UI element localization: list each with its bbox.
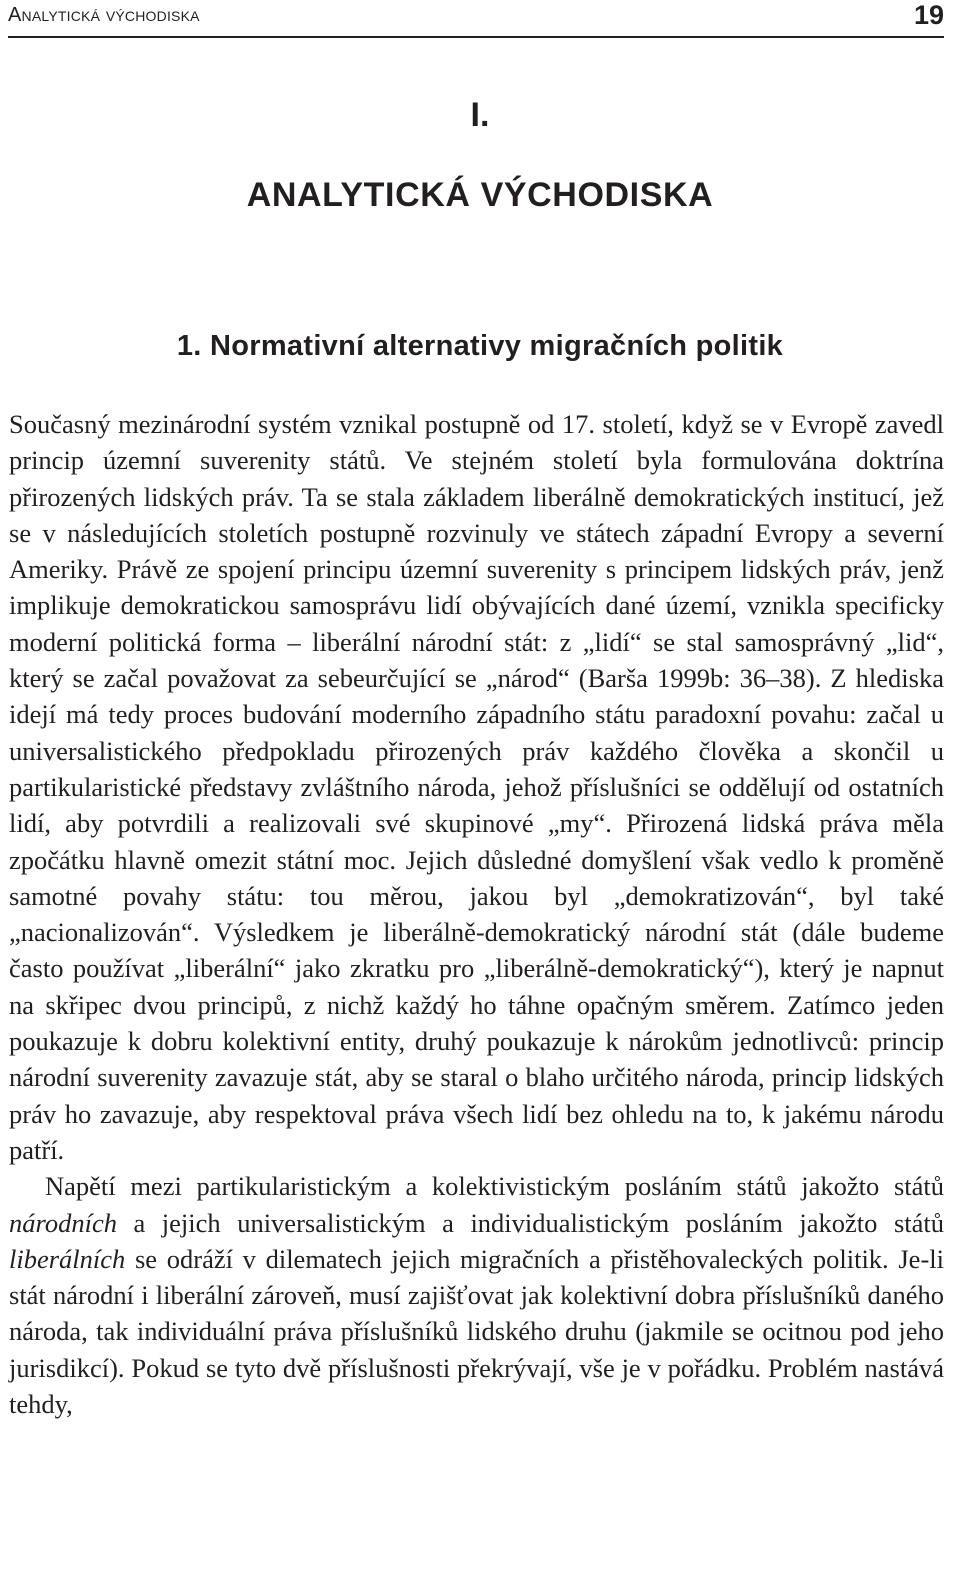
body-text <box>9 406 944 1422</box>
paragraph-2-text-a: Napětí mezi partikularistickým a kolektivistickým posláním států jakožto států <box>45 1171 944 1202</box>
page-number: 19 <box>913 0 944 30</box>
paragraph-2-text-c: se odráží v dilematech jejich migračních a přistěhovaleckých politik. Je-li stát národní i liberální zároveň, musí zajišťovat jak kolektivní dobra příslušníků daného národa, tak individuální práva příslušníků lidského druhu (jakmile se ocitnou pod jeho jurisdikcí). Pokud se tyto dvě příslušnosti překrývají, vše je v pořádku. Problém nastává tehdy, <box>9 1243 944 1420</box>
part-number: I. <box>470 96 490 134</box>
emphasis-narodnich: národních <box>9 1207 117 1238</box>
running-title: Analytická východiska <box>8 4 200 26</box>
emphasis-liberalnich: liberálních <box>9 1243 126 1274</box>
part-title: ANALYTICKÁ VÝCHODISKA <box>246 176 714 214</box>
paragraph-1: Současný mezinárodní systém vznikal postupně od 17. století, když se v Evropě zavedl princip územní suverenity států. Ve stejném století byla formulována doktrína přirozených lidských práv. Ta se stala základem liberálně demokratických institucí, jež se v následujících stoletích postupně rozvinuly ve státech západní Evropy a severní Ameriky. Právě ze spojení principu územní suverenity s principem lidských práv, jenž implikuje demokratickou samosprávu lidí obývajících dané území, vznikla specificky moderní politická forma – liberální národní stát: z „lidí“ se stal samosprávný „lid“, který se začal považovat za sebeurčující se „národ“ (Barša 1999b: 36–38). Z hlediska idejí má tedy proces budování moderního západního státu paradoxní povahu: začal u universalistického předpokladu přirozených práv každého člověka a skončil u partikularistické představy zvláštního národa, jehož příslušníci se oddělují od ostatních lidí, aby potvrdili a realizovali své skupinové „my“. Přirozená lidská práva měla zpočátku hlavně omezit státní moc. Jejich důsledné domyšlení však vedlo k proměně samotné povahy státu: tou měrou, jakou byl „demokratizován“, byl také „nacionalizován“. Výsledkem je liberálně-demokratický národní stát (dále budeme často používat „liberální“ jako zkratku pro „liberálně-demokratický“), který je napnut na skřipec dvou principů, z nichž každý ho táhne opačným směrem. Zatímco jeden poukazuje k dobru kolektivní entity, druhý poukazuje k nárokům jednotlivců: princip národní suverenity zavazuje stát, aby se staral o blaho určitého národa, princip lidských práv ho zavazuje, aby respektoval práva všech lidí bez ohledu na to, k jakému národu patří. <box>9 409 944 1165</box>
paragraph-2-text-b: a jejich universalistickým a individualistickým posláním jakožto států <box>116 1207 944 1238</box>
running-header <box>8 0 944 38</box>
paragraph-2 <box>9 1168 944 1422</box>
chapter-heading: 1. Normativní alternativy migračních politik <box>176 330 784 362</box>
